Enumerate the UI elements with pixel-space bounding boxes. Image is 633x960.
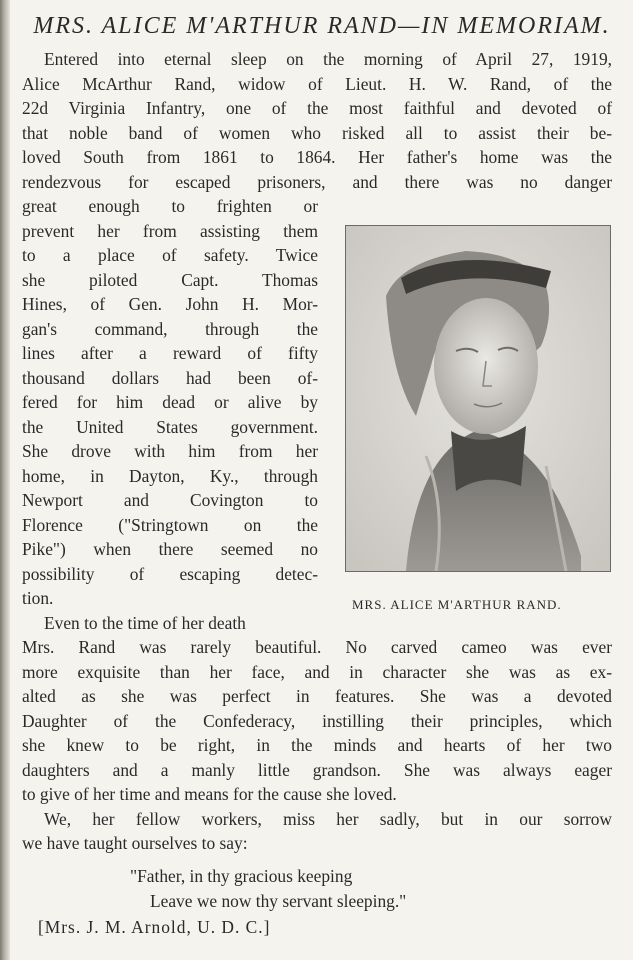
text-line: Hines, of Gen. John H. Mor- xyxy=(22,294,318,314)
text-line: We, her fellow workers, miss her sadly, but in our sorrow xyxy=(44,809,612,829)
article-title: MRS. ALICE M'ARTHUR RAND—IN MEMORIAM. xyxy=(33,13,611,39)
photo-caption: MRS. ALICE M'ARTHUR RAND. xyxy=(352,597,562,612)
text-line: home, in Dayton, Ky., through xyxy=(22,466,318,486)
text-line: Daughter of the Confederacy, instilling their principles, which xyxy=(22,711,612,731)
text-line: alted as she was perfect in features. She was a devoted xyxy=(22,686,612,706)
text-line: we have taught ourselves to say: xyxy=(22,833,248,853)
text-line: gan's command, through the xyxy=(22,319,318,339)
text-line: prevent her from assisting them xyxy=(22,221,318,241)
text-line: Florence ("Stringtown on the xyxy=(22,515,318,535)
poem-line: "Father, in thy gracious keeping xyxy=(130,866,353,886)
author-signature: [Mrs. J. M. Arnold, U. D. C.] xyxy=(38,917,271,937)
text-line: fered for him dead or alive by xyxy=(22,392,318,412)
text-line: to a place of safety. Twice xyxy=(22,245,318,265)
text-line: she knew to be right, in the minds and hearts of her two xyxy=(22,735,612,755)
text-line: Alice McArthur Rand, widow of Lieut. H. W. Rand, of the xyxy=(22,74,612,94)
text-line: lines after a reward of fifty xyxy=(22,343,318,363)
page-binding-edge xyxy=(0,0,10,960)
text-line: Mrs. Rand was rarely beautiful. No carved cameo was ever xyxy=(22,637,612,657)
text-line: great enough to frighten or xyxy=(22,196,318,216)
text-line: thousand dollars had been of- xyxy=(22,368,318,388)
portrait-photo xyxy=(345,225,611,572)
text-line: the United States government. xyxy=(22,417,318,437)
text-line: Even to the time of her death xyxy=(44,613,246,633)
text-line: to give of her time and means for the cause she loved. xyxy=(22,784,397,804)
text-line: Pike") when there seemed no xyxy=(22,539,318,559)
text-line: tion. xyxy=(22,588,54,608)
text-line: 22d Virginia Infantry, one of the most faithful and devoted of xyxy=(22,98,612,118)
text-line: daughters and a manly little grandson. She was always eager xyxy=(22,760,612,780)
poem-line: Leave we now thy servant sleeping." xyxy=(150,891,407,911)
text-line: possibility of escaping detec- xyxy=(22,564,318,584)
text-line: loved South from 1861 to 1864. Her father's home was the xyxy=(22,147,612,167)
text-line: more exquisite than her face, and in character she was as ex- xyxy=(22,662,612,682)
text-line: Newport and Covington to xyxy=(22,490,318,510)
text-line: she piloted Capt. Thomas xyxy=(22,270,318,290)
text-line: She drove with him from her xyxy=(22,441,318,461)
text-line: that noble band of women who risked all to assist their be- xyxy=(22,123,612,143)
text-line: Entered into eternal sleep on the morning of April 27, 1919, xyxy=(44,49,612,69)
text-line: rendezvous for escaped prisoners, and there was no danger xyxy=(22,172,612,192)
